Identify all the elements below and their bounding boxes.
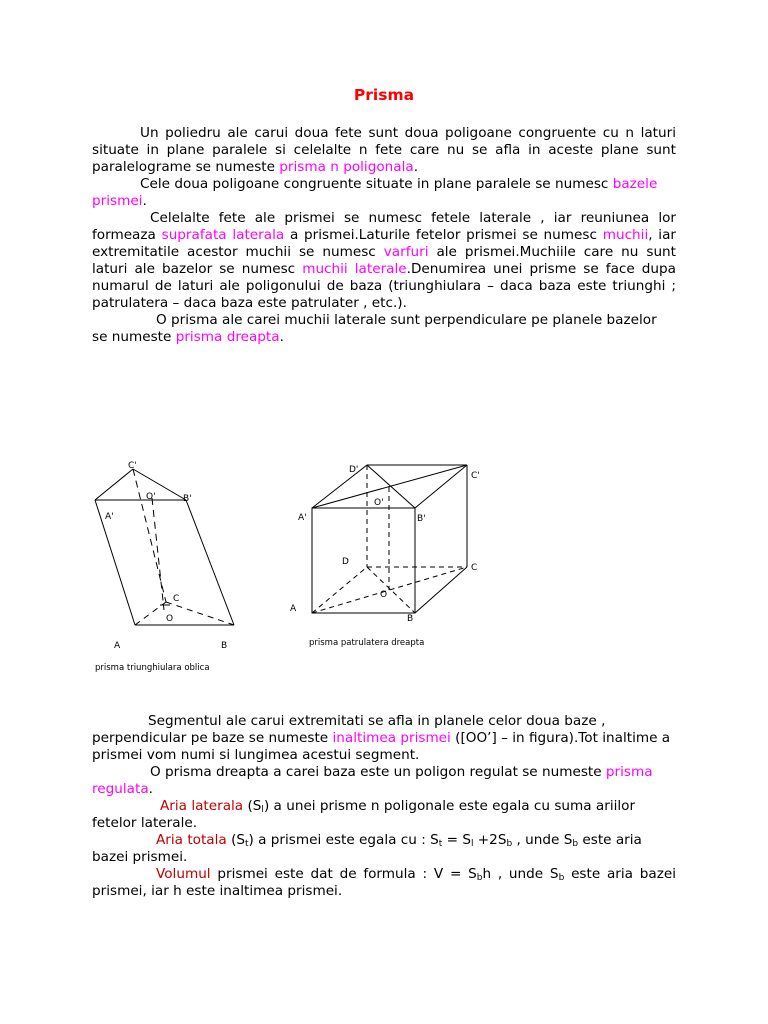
- paragraph-lateral-area: Aria laterala $(S_l)$ a unei prisme n poligonale este egala cu suma ariilor fetelor laterale.: [92, 798, 636, 831]
- label-c-prime: C': [128, 461, 137, 471]
- label-d: D: [342, 557, 349, 567]
- term-aria-laterala: Aria laterala: [160, 798, 244, 814]
- term-aria-totala: Aria totala: [156, 832, 227, 848]
- bottom-section: [92, 713, 676, 900]
- label-b-prime: B': [417, 514, 426, 524]
- label-a: A: [114, 641, 121, 651]
- label-d-prime: D': [349, 465, 359, 475]
- right-quadrilateral-prism-figure: [285, 455, 490, 655]
- paragraph-volume: Volumul prismei este dat de formula : $V = S_bh$ , unde $S_b$ este aria bazei prismei, iar h este inaltimea prismei.: [92, 866, 677, 899]
- term-prisma-n-poligonala: prisma n poligonala: [279, 159, 414, 175]
- oblique-triangular-prism-figure: [88, 455, 258, 680]
- term-bazele-prismei: bazele prismei: [92, 176, 658, 209]
- label-a-prime: A': [298, 513, 307, 523]
- label-c: C: [173, 594, 180, 604]
- label-c: C: [471, 563, 478, 573]
- term-muchii: muchii: [602, 227, 649, 243]
- paragraph-prism-definition: Un poliedru ale carui doua fete sunt doua poligoane congruente cu n laturi situate in plane paralele si celelalte n fete care nu se afla in aceste plane sunt paralelograme se numeste prisma n poligonala.: [92, 125, 676, 175]
- figure2-caption: prisma patrulatera dreapta: [309, 638, 425, 648]
- label-o-prime: O': [146, 492, 156, 502]
- paragraph-height: Segmentul ale carui extremitati se afla in planele celor doua baze , perpendicular pe baze se numeste inaltimea prismei ([OO’] – in figura).Tot inaltime a prismei vom numi si lungimea acestui segment.: [92, 713, 671, 763]
- paragraph-total-area: Aria totala $(S_t)$ a prismei este egala cu : $S_t = S_l +2S_b$ , unde $S_b$ este aria bazei prismei.: [92, 832, 642, 865]
- intro-section: [92, 125, 676, 346]
- label-c-prime: C': [471, 471, 480, 481]
- page-title: Prisma: [353, 86, 415, 104]
- paragraph-right-prism: O prisma ale carei muchii laterale sunt perpendiculare pe planele bazelor se numeste prisma dreapta.: [92, 312, 657, 345]
- term-varfuri: varfuri: [383, 244, 429, 260]
- label-o: O: [166, 614, 174, 624]
- term-suprafata-laterala: suprafata laterala: [161, 227, 285, 243]
- label-b: B: [407, 614, 414, 624]
- term-inaltimea-prismei: inaltimea prismei: [332, 730, 451, 746]
- paragraph-lateral-faces: Celelalte fete ale prismei se numesc fetele laterale , iar reuniunea lor formeaza suprafata laterala a prismei.Laturile fetelor prismei se numesc muchii, iar extremitatile acestor muchii se numesc varfuri ale prismei.Muchiile care nu sunt laturi ale bazelor se numesc muchii laterale.Denumirea unei prisme se face dupa numarul de laturi ale poligonului de baza (triunghiulara – daca baza este triunghi ; patrulatera – daca baza este patrulater , etc.).: [92, 210, 677, 311]
- label-o: O: [380, 590, 388, 600]
- term-volumul: Volumul: [156, 866, 211, 882]
- label-a-prime: A': [105, 512, 114, 522]
- label-o-prime: O': [374, 498, 384, 508]
- figure1-caption: prisma triunghiulara oblica: [95, 663, 210, 673]
- term-prisma-dreapta: prisma dreapta: [175, 329, 280, 345]
- paragraph-regular-prism: O prisma dreapta a carei baza este un poligon regulat se numeste prisma regulata.: [92, 764, 653, 797]
- label-b: B: [221, 641, 228, 651]
- label-a: A: [290, 604, 297, 614]
- paragraph-bases: Cele doua poligoane congruente situate in plane paralele se numesc bazele prismei.: [92, 176, 658, 209]
- term-prisma-regulata: prisma regulata: [92, 764, 653, 797]
- label-b-prime: B': [183, 494, 192, 504]
- term-muchii-laterale: muchii laterale: [302, 261, 407, 277]
